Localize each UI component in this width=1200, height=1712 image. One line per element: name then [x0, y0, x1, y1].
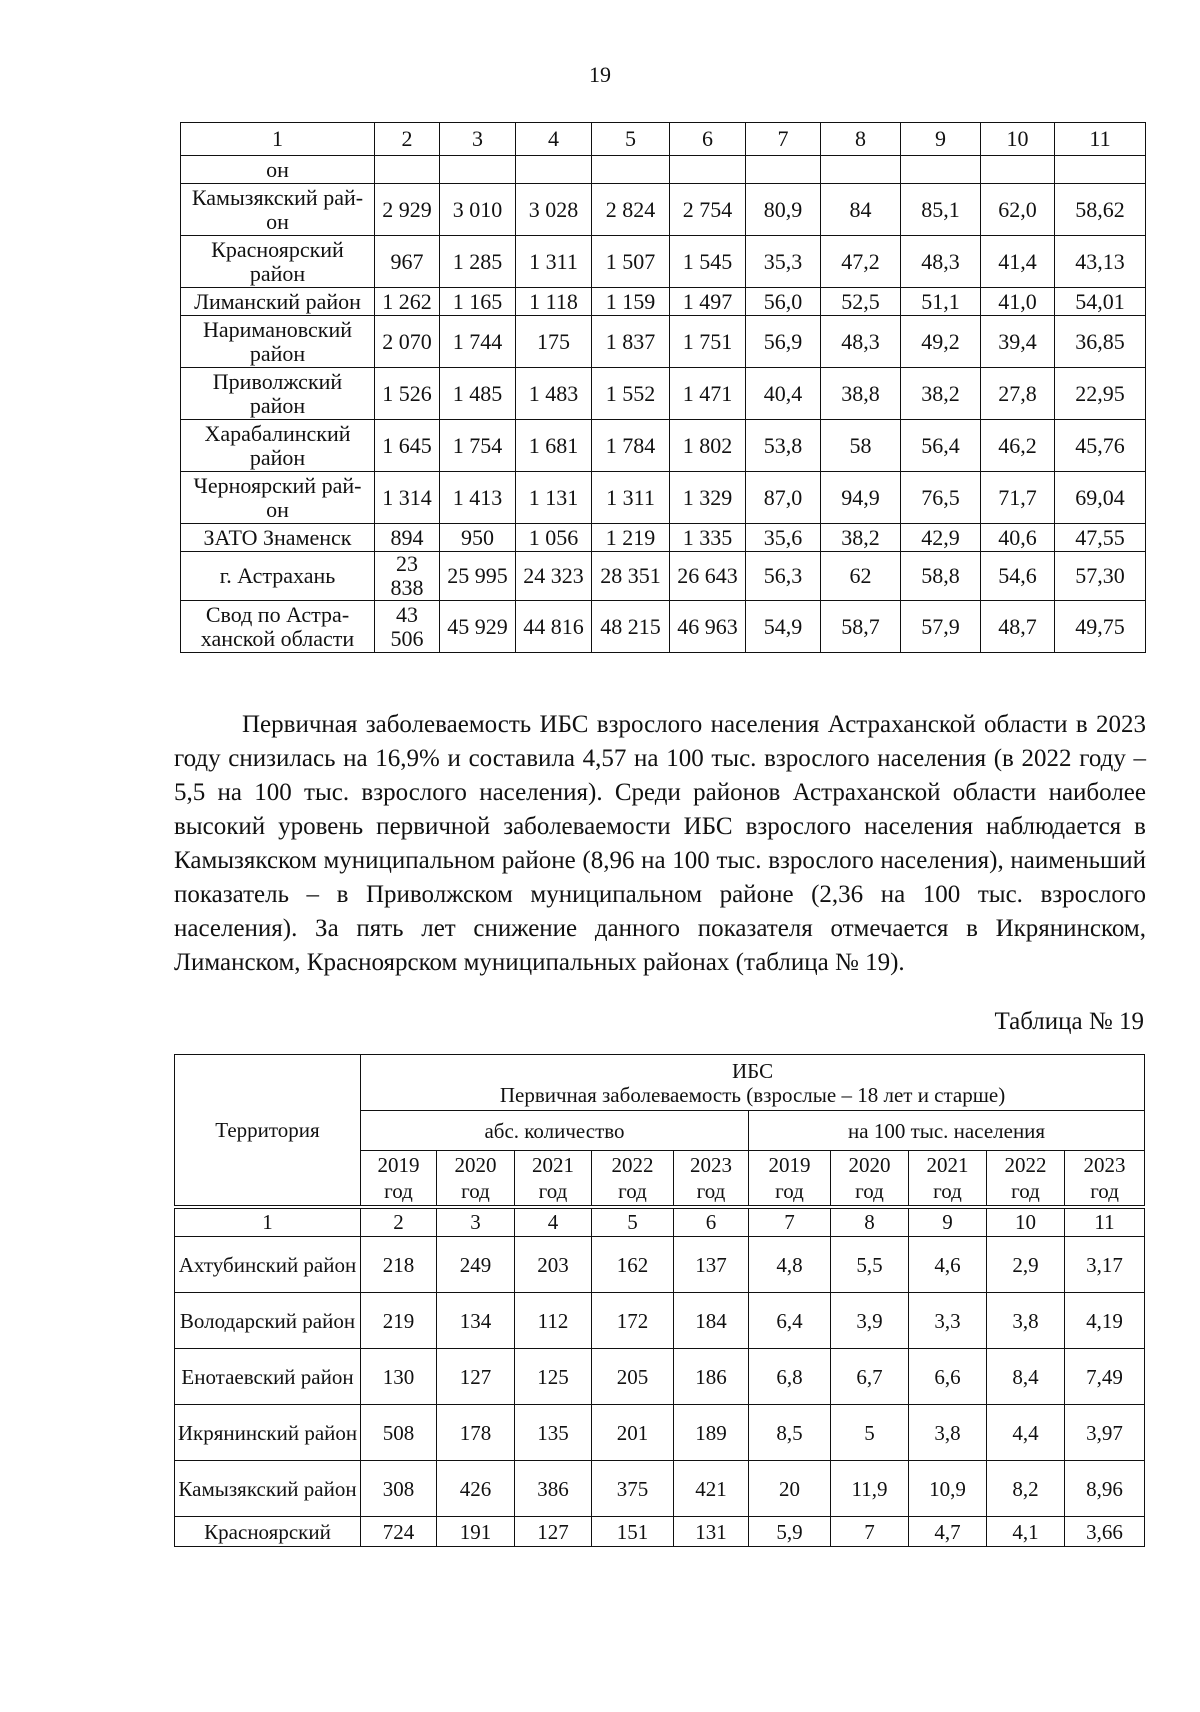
value-cell: 62,0 — [981, 184, 1055, 236]
year-value: 2019 — [377, 1152, 420, 1177]
value-cell: 45,76 — [1055, 420, 1146, 472]
value-cell: 58,7 — [821, 601, 901, 653]
value-cell — [592, 156, 670, 184]
year-suffix: год — [775, 1178, 804, 1203]
value-cell: 2 754 — [670, 184, 746, 236]
year-suffix: год — [1011, 1178, 1040, 1203]
value-cell: 1 526 — [375, 368, 440, 420]
table-row — [181, 156, 1146, 184]
column-number: 6 — [670, 123, 746, 156]
value-cell: 3,8 — [987, 1293, 1065, 1349]
value-cell: 40,4 — [746, 368, 821, 420]
territory-cell: Ахтубинский район — [175, 1237, 361, 1293]
value-cell: 48,3 — [901, 236, 981, 288]
value-cell: 308 — [361, 1461, 437, 1517]
territory-cell: он — [181, 156, 375, 184]
column-number: 9 — [909, 1207, 987, 1237]
value-cell: 386 — [515, 1461, 592, 1517]
table-caption: Таблица № 19 — [994, 1008, 1144, 1035]
value-cell: 54,9 — [746, 601, 821, 653]
column-number: 10 — [981, 123, 1055, 156]
value-cell: 172 — [592, 1293, 674, 1349]
value-cell: 175 — [516, 316, 592, 368]
value-cell: 58 — [821, 420, 901, 472]
value-cell: 4,7 — [909, 1517, 987, 1547]
value-cell: 426 — [437, 1461, 515, 1517]
table-row — [181, 552, 1146, 601]
value-cell: 184 — [674, 1293, 749, 1349]
value-cell: 1 681 — [516, 420, 592, 472]
value-cell: 85,1 — [901, 184, 981, 236]
table-row — [175, 1461, 1145, 1517]
column-number: 6 — [674, 1207, 749, 1237]
year-header — [361, 1151, 437, 1207]
column-number: 11 — [1065, 1207, 1145, 1237]
column-number: 7 — [749, 1207, 831, 1237]
year-value: 2019 — [768, 1152, 811, 1177]
value-cell: 1 744 — [440, 316, 516, 368]
value-cell: 56,9 — [746, 316, 821, 368]
value-cell: 48,7 — [981, 601, 1055, 653]
year-suffix: год — [461, 1178, 490, 1203]
value-cell: 23 838 — [375, 552, 440, 601]
value-cell: 52,5 — [821, 288, 901, 316]
value-cell: 51,1 — [901, 288, 981, 316]
value-cell: 1 497 — [670, 288, 746, 316]
value-cell: 1 485 — [440, 368, 516, 420]
column-number: 7 — [746, 123, 821, 156]
column-number: 2 — [375, 123, 440, 156]
value-cell: 22,95 — [1055, 368, 1146, 420]
value-cell: 44 816 — [516, 601, 592, 653]
value-cell: 41,0 — [981, 288, 1055, 316]
value-cell: 1 751 — [670, 316, 746, 368]
value-cell: 421 — [674, 1461, 749, 1517]
year-suffix: год — [696, 1178, 726, 1203]
value-cell: 3,8 — [909, 1405, 987, 1461]
value-cell: 47,55 — [1055, 524, 1146, 552]
year-header — [437, 1151, 515, 1207]
value-cell: 3,17 — [1065, 1237, 1145, 1293]
value-cell: 47,2 — [821, 236, 901, 288]
value-cell: 53,8 — [746, 420, 821, 472]
value-cell: 3 028 — [516, 184, 592, 236]
column-number: 5 — [592, 1207, 674, 1237]
value-cell — [670, 156, 746, 184]
year-header — [674, 1151, 749, 1207]
value-cell: 69,04 — [1055, 472, 1146, 524]
value-cell: 1 329 — [670, 472, 746, 524]
value-cell: 56,4 — [901, 420, 981, 472]
column-number: 2 — [361, 1207, 437, 1237]
value-cell — [901, 156, 981, 184]
value-cell: 76,5 — [901, 472, 981, 524]
value-cell: 201 — [592, 1405, 674, 1461]
value-cell: 249 — [437, 1237, 515, 1293]
abs-count-header: абс. количество — [361, 1111, 749, 1151]
value-cell: 186 — [674, 1349, 749, 1405]
column-number: 4 — [516, 123, 592, 156]
value-cell: 2 824 — [592, 184, 670, 236]
territory-cell: Енотаевский район — [175, 1349, 361, 1405]
value-cell: 4,1 — [987, 1517, 1065, 1547]
value-cell: 49,75 — [1055, 601, 1146, 653]
value-cell: 84 — [821, 184, 901, 236]
table-row — [175, 1405, 1145, 1461]
value-cell: 1 165 — [440, 288, 516, 316]
value-cell: 125 — [515, 1349, 592, 1405]
year-header — [909, 1151, 987, 1207]
value-cell: 1 754 — [440, 420, 516, 472]
value-cell: 3 010 — [440, 184, 516, 236]
value-cell: 3,9 — [831, 1293, 909, 1349]
value-cell: 39,4 — [981, 316, 1055, 368]
table-row — [181, 472, 1146, 524]
page-number: 19 — [589, 62, 611, 87]
value-cell: 219 — [361, 1293, 437, 1349]
value-cell: 42,9 — [901, 524, 981, 552]
value-cell: 1 311 — [516, 236, 592, 288]
value-cell: 1 118 — [516, 288, 592, 316]
year-suffix: год — [933, 1178, 962, 1203]
table-row — [181, 316, 1146, 368]
year-value: 2021 — [926, 1152, 969, 1177]
table-row — [175, 1349, 1145, 1405]
value-cell: 94,9 — [821, 472, 901, 524]
value-cell: 7,49 — [1065, 1349, 1145, 1405]
body-paragraph: Первичная заболеваемость ИБС взрослого населения Астраханской области в 2023 году снизилась на 16,9% и составила 4,57 на 100 тыс. взрослого населения (в 2022 году – 5,5 на 100 тыс. взрослого населения). Среди районов Астраханской области наиболее высокий уровень первичной заболеваемости ИБС взрослого населения наблюдается в Камызякском муниципальном районе (8,96 на 100 тыс. взрослого населения), наименьший показатель – в Приволжском муниципальном районе (2,36 на 100 тыс. взрослого населения). За пять лет снижение данного показателя отмечается в Икрянинском, Лиманском, Красноярском муниципальных районах (таблица № 19). — [174, 711, 1146, 976]
value-cell: 11,9 — [831, 1461, 909, 1517]
value-cell: 5,9 — [749, 1517, 831, 1547]
table-row — [181, 368, 1146, 420]
column-number: 3 — [440, 123, 516, 156]
value-cell: 1 837 — [592, 316, 670, 368]
column-number: 3 — [437, 1207, 515, 1237]
value-cell: 36,85 — [1055, 316, 1146, 368]
value-cell: 1 131 — [516, 472, 592, 524]
value-cell: 49,2 — [901, 316, 981, 368]
value-cell — [375, 156, 440, 184]
value-cell: 1 552 — [592, 368, 670, 420]
value-cell: 80,9 — [746, 184, 821, 236]
value-cell: 26 643 — [670, 552, 746, 601]
rate-header: на 100 тыс. населения — [749, 1111, 1145, 1151]
year-value: 2023 — [690, 1152, 732, 1177]
value-cell: 3,66 — [1065, 1517, 1145, 1547]
value-cell: 6,6 — [909, 1349, 987, 1405]
value-cell: 4,4 — [987, 1405, 1065, 1461]
year-header — [987, 1151, 1065, 1207]
value-cell: 71,7 — [981, 472, 1055, 524]
column-number: 8 — [831, 1207, 909, 1237]
disease-header — [361, 1055, 1145, 1111]
value-cell: 8,5 — [749, 1405, 831, 1461]
territory-cell: Икрянинский район — [175, 1405, 361, 1461]
value-cell: 62 — [821, 552, 901, 601]
territory-cell: Красноярский — [175, 1517, 361, 1547]
value-cell: 57,9 — [901, 601, 981, 653]
territory-cell: Камызякский рай-он — [181, 184, 375, 236]
value-cell: 87,0 — [746, 472, 821, 524]
value-cell: 130 — [361, 1349, 437, 1405]
territory-cell: Камызякский район — [175, 1461, 361, 1517]
value-cell: 178 — [437, 1405, 515, 1461]
value-cell: 203 — [515, 1237, 592, 1293]
value-cell: 41,4 — [981, 236, 1055, 288]
value-cell: 54,01 — [1055, 288, 1146, 316]
value-cell: 1 159 — [592, 288, 670, 316]
value-cell: 1 335 — [670, 524, 746, 552]
territory-cell: ЗАТО Знаменск — [181, 524, 375, 552]
value-cell: 127 — [437, 1349, 515, 1405]
table-row — [181, 236, 1146, 288]
value-cell: 2 070 — [375, 316, 440, 368]
column-number: 11 — [1055, 123, 1146, 156]
value-cell: 1 507 — [592, 236, 670, 288]
table-row — [175, 1293, 1145, 1349]
value-cell: 137 — [674, 1237, 749, 1293]
column-number-row — [181, 123, 1146, 156]
territory-header: Территория — [175, 1055, 361, 1207]
year-value: 2023 — [1083, 1152, 1126, 1177]
value-cell: 27,8 — [981, 368, 1055, 420]
value-cell: 967 — [375, 236, 440, 288]
territory-cell: Красноярский район — [181, 236, 375, 288]
table-row — [181, 524, 1146, 552]
value-cell: 46 963 — [670, 601, 746, 653]
value-cell: 5 — [831, 1405, 909, 1461]
column-number: 10 — [987, 1207, 1065, 1237]
value-cell: 7 — [831, 1517, 909, 1547]
value-cell: 43,13 — [1055, 236, 1146, 288]
disease-header-line2: Первичная заболеваемость (взрослые – 18 лет и старше) — [499, 1082, 1006, 1107]
value-cell: 135 — [515, 1405, 592, 1461]
value-cell: 54,6 — [981, 552, 1055, 601]
value-cell: 48,3 — [821, 316, 901, 368]
value-cell: 5,5 — [831, 1237, 909, 1293]
year-suffix: год — [538, 1178, 568, 1203]
value-cell: 6,7 — [831, 1349, 909, 1405]
value-cell: 1 645 — [375, 420, 440, 472]
value-cell: 1 545 — [670, 236, 746, 288]
value-cell: 38,2 — [821, 524, 901, 552]
value-cell: 6,8 — [749, 1349, 831, 1405]
table-row — [181, 420, 1146, 472]
year-value: 2022 — [611, 1152, 654, 1177]
year-suffix: год — [384, 1178, 413, 1203]
value-cell: 45 929 — [440, 601, 516, 653]
year-value: 2022 — [1004, 1152, 1047, 1177]
value-cell — [440, 156, 516, 184]
year-header — [592, 1151, 674, 1207]
value-cell: 4,19 — [1065, 1293, 1145, 1349]
year-header — [1065, 1151, 1145, 1207]
column-number: 5 — [592, 123, 670, 156]
value-cell: 3,3 — [909, 1293, 987, 1349]
value-cell: 894 — [375, 524, 440, 552]
value-cell: 3,97 — [1065, 1405, 1145, 1461]
value-cell: 112 — [515, 1293, 592, 1349]
value-cell: 1 262 — [375, 288, 440, 316]
value-cell: 8,96 — [1065, 1461, 1145, 1517]
year-header — [515, 1151, 592, 1207]
value-cell: 375 — [592, 1461, 674, 1517]
territory-cell: Черноярский рай-он — [181, 472, 375, 524]
value-cell: 40,6 — [981, 524, 1055, 552]
value-cell — [746, 156, 821, 184]
value-cell: 58,62 — [1055, 184, 1146, 236]
value-cell: 38,8 — [821, 368, 901, 420]
territory-cell: г. Астрахань — [181, 552, 375, 601]
table-19 — [174, 1054, 1145, 1547]
table-row — [181, 184, 1146, 236]
value-cell: 8,2 — [987, 1461, 1065, 1517]
value-cell: 1 285 — [440, 236, 516, 288]
year-value: 2020 — [848, 1152, 891, 1177]
value-cell: 1 311 — [592, 472, 670, 524]
value-cell: 1 413 — [440, 472, 516, 524]
value-cell: 191 — [437, 1517, 515, 1547]
value-cell: 218 — [361, 1237, 437, 1293]
value-cell: 127 — [515, 1517, 592, 1547]
table-row — [181, 288, 1146, 316]
value-cell: 134 — [437, 1293, 515, 1349]
value-cell: 189 — [674, 1405, 749, 1461]
value-cell: 508 — [361, 1405, 437, 1461]
value-cell: 1 219 — [592, 524, 670, 552]
value-cell: 10,9 — [909, 1461, 987, 1517]
year-value: 2020 — [454, 1152, 497, 1177]
territory-cell: Харабалинский район — [181, 420, 375, 472]
disease-header-line1: ИБС — [732, 1058, 774, 1083]
year-suffix: год — [855, 1178, 884, 1203]
value-cell: 58,8 — [901, 552, 981, 601]
value-cell — [1055, 156, 1146, 184]
value-cell: 724 — [361, 1517, 437, 1547]
year-suffix: год — [618, 1178, 647, 1203]
column-number: 1 — [181, 123, 375, 156]
value-cell — [516, 156, 592, 184]
column-number: 4 — [515, 1207, 592, 1237]
value-cell: 2 929 — [375, 184, 440, 236]
value-cell: 1 471 — [670, 368, 746, 420]
value-cell: 1 056 — [516, 524, 592, 552]
value-cell: 43 506 — [375, 601, 440, 653]
table-row — [175, 1517, 1145, 1547]
value-cell: 35,6 — [746, 524, 821, 552]
value-cell: 35,3 — [746, 236, 821, 288]
value-cell: 1 483 — [516, 368, 592, 420]
value-cell: 205 — [592, 1349, 674, 1405]
column-number: 9 — [901, 123, 981, 156]
value-cell: 1 802 — [670, 420, 746, 472]
value-cell: 6,4 — [749, 1293, 831, 1349]
value-cell — [981, 156, 1055, 184]
territory-cell: Лиманский район — [181, 288, 375, 316]
territory-cell: Володарский район — [175, 1293, 361, 1349]
year-value: 2021 — [532, 1152, 574, 1177]
year-header — [831, 1151, 909, 1207]
territory-cell: Наримановский район — [181, 316, 375, 368]
value-cell: 38,2 — [901, 368, 981, 420]
value-cell: 1 314 — [375, 472, 440, 524]
value-cell: 1 784 — [592, 420, 670, 472]
year-suffix: год — [1090, 1178, 1119, 1203]
value-cell: 4,6 — [909, 1237, 987, 1293]
value-cell: 56,0 — [746, 288, 821, 316]
value-cell: 2,9 — [987, 1237, 1065, 1293]
value-cell — [821, 156, 901, 184]
value-cell: 48 215 — [592, 601, 670, 653]
column-number: 8 — [821, 123, 901, 156]
value-cell: 28 351 — [592, 552, 670, 601]
territory-cell: Приволжский район — [181, 368, 375, 420]
value-cell: 24 323 — [516, 552, 592, 601]
value-cell: 57,30 — [1055, 552, 1146, 601]
value-cell: 162 — [592, 1237, 674, 1293]
value-cell: 131 — [674, 1517, 749, 1547]
value-cell: 20 — [749, 1461, 831, 1517]
table-row — [175, 1237, 1145, 1293]
value-cell: 8,4 — [987, 1349, 1065, 1405]
table-continued — [180, 122, 1146, 653]
value-cell: 950 — [440, 524, 516, 552]
year-header — [749, 1151, 831, 1207]
table-row — [181, 601, 1146, 653]
value-cell: 56,3 — [746, 552, 821, 601]
column-number: 1 — [175, 1207, 361, 1237]
value-cell: 4,8 — [749, 1237, 831, 1293]
value-cell: 25 995 — [440, 552, 516, 601]
value-cell: 46,2 — [981, 420, 1055, 472]
value-cell: 151 — [592, 1517, 674, 1547]
column-number-row — [175, 1207, 1145, 1237]
territory-cell: Свод по Астра-ханской области — [181, 601, 375, 653]
